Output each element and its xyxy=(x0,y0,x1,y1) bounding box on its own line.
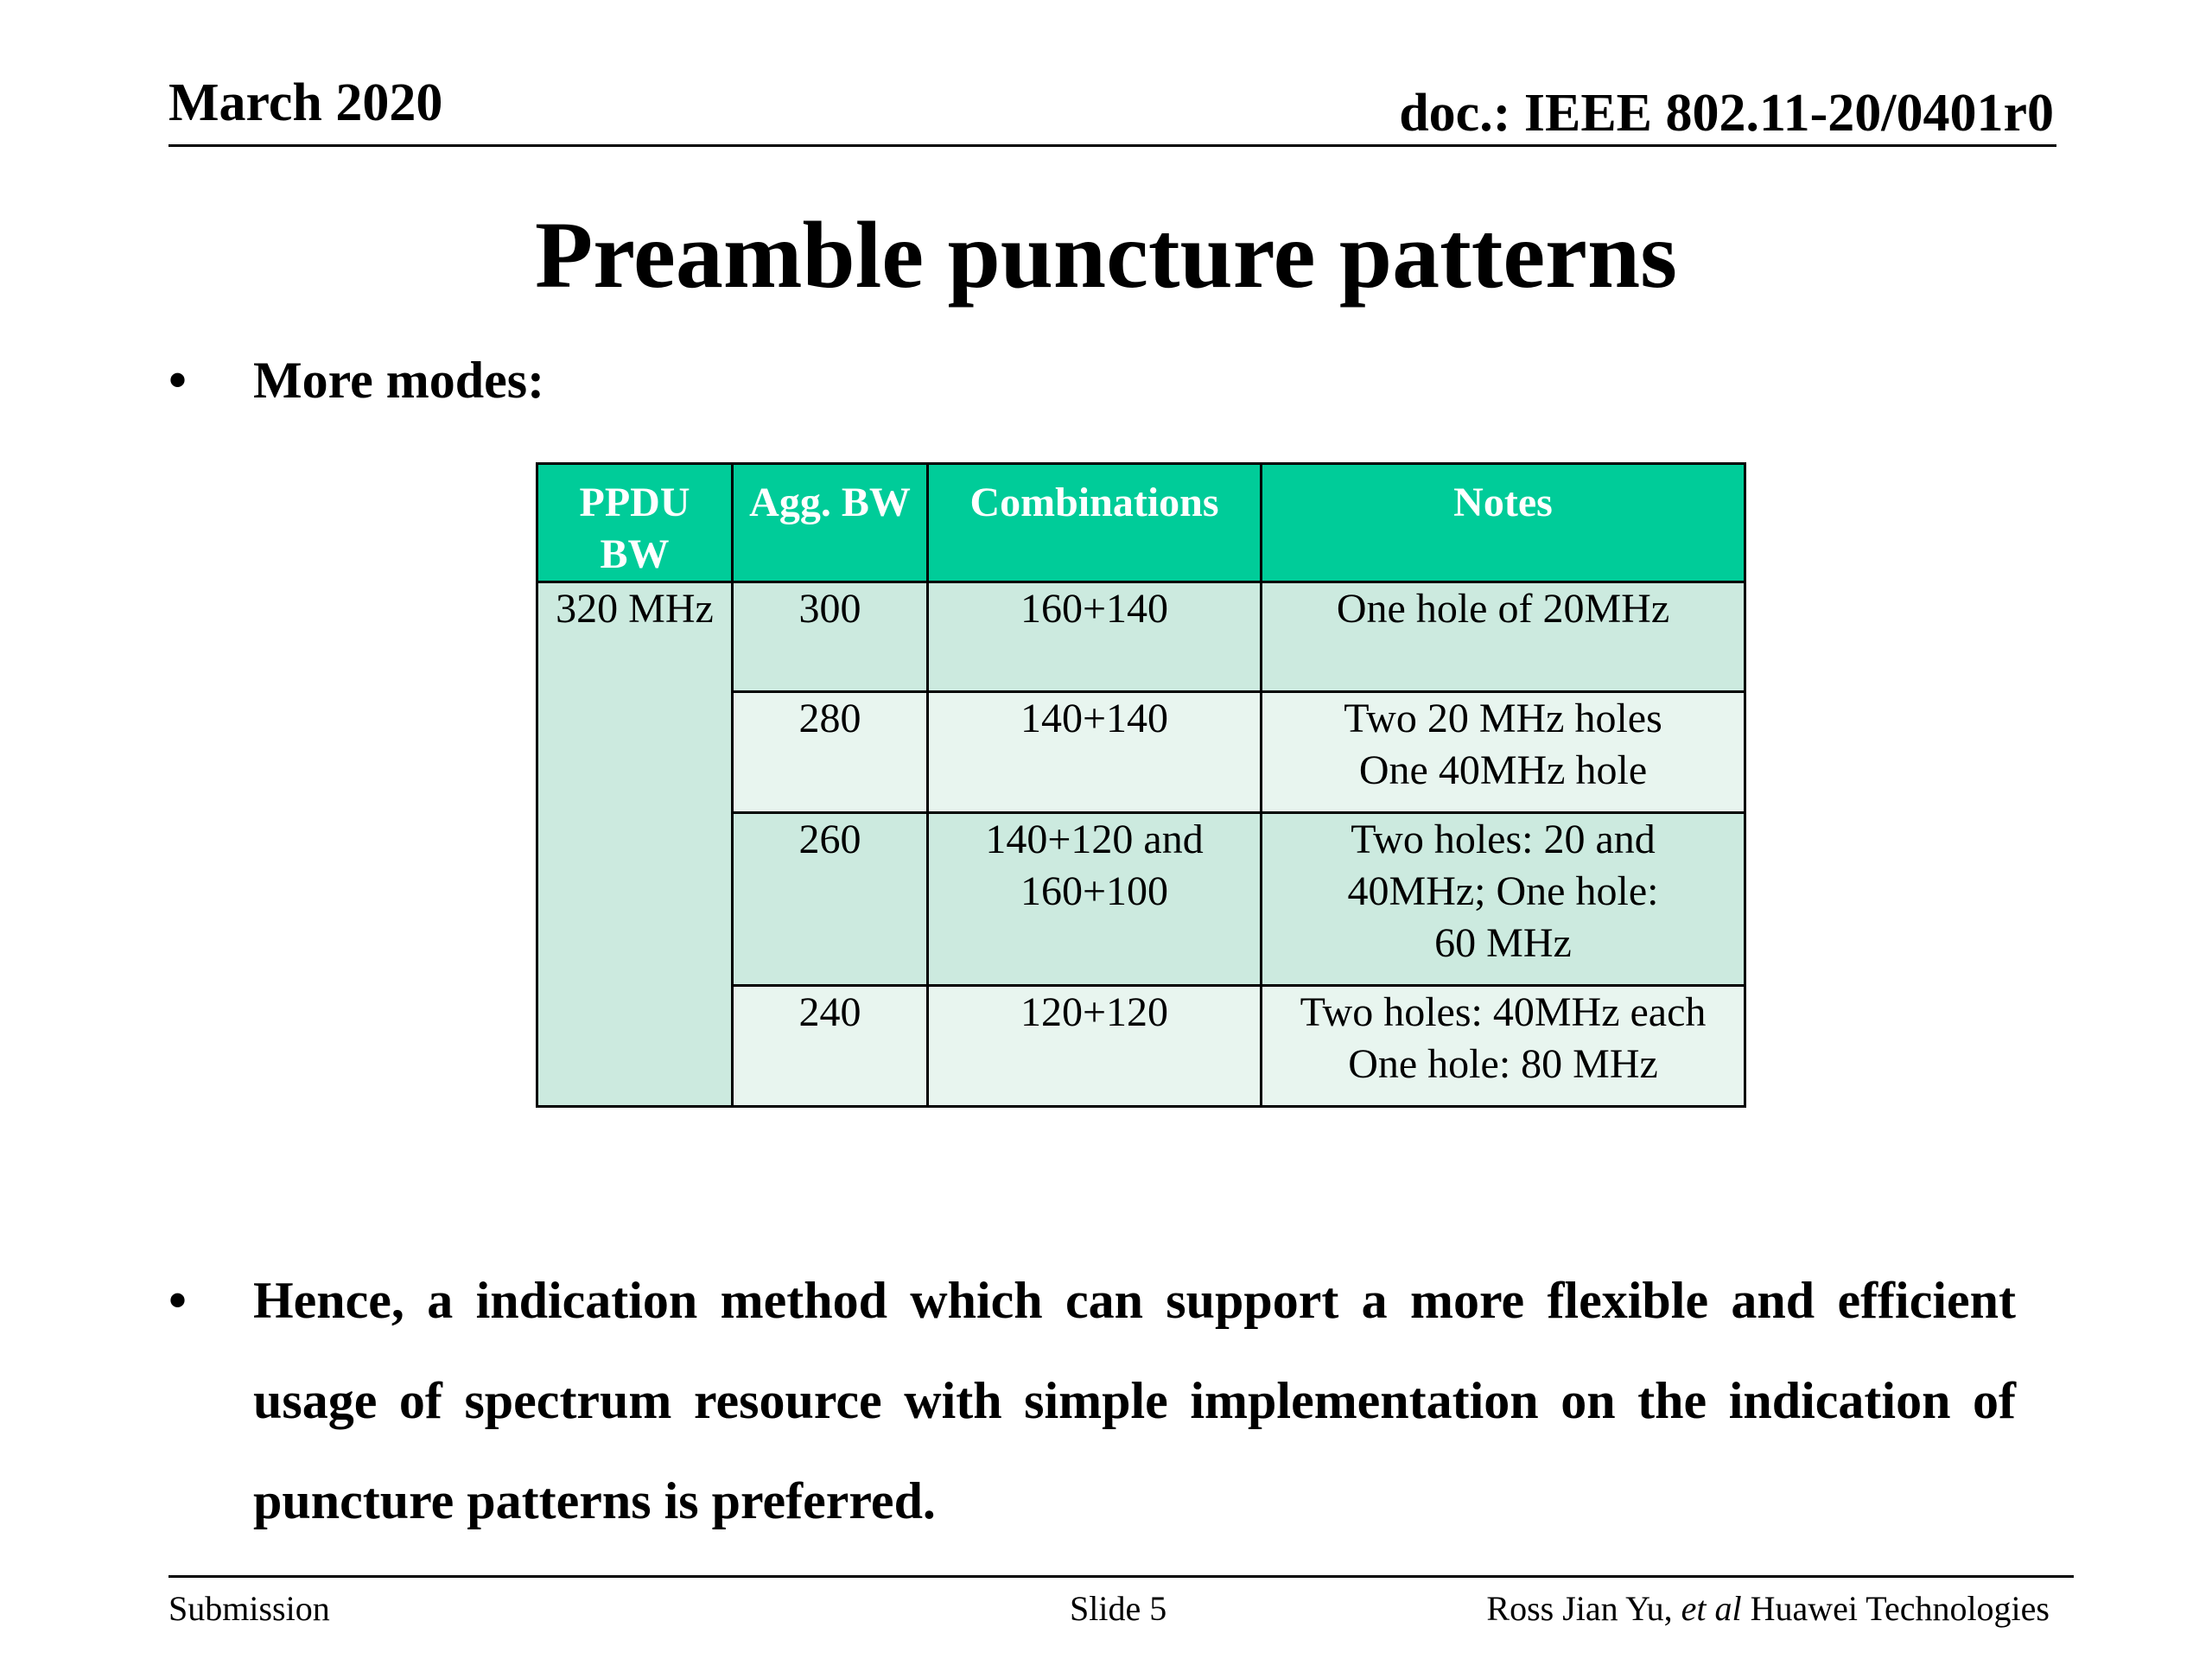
cell-agg-bw: 240 xyxy=(733,986,928,1107)
bullet-marker: • xyxy=(168,1272,188,1329)
cell-notes: Two holes: 20 and 40MHz; One hole: 60 MHz xyxy=(1262,813,1745,986)
table-header-row xyxy=(537,464,1745,582)
header-doc-id: doc.: IEEE 802.11-20/0401r0 xyxy=(1399,84,2054,143)
bullet-text: Hence, a indication method which can support a more flexible and efficient usage of spectrum resource with simple implementation on the indication of puncture patterns is preferred. xyxy=(253,1272,2016,1529)
slide-title: Preamble puncture patterns xyxy=(535,202,1677,308)
footer-organization: Huawei Technologies xyxy=(1741,1589,2050,1628)
cell-notes: One hole of 20MHz xyxy=(1262,582,1745,692)
col-header-agg-bw: Agg. BW xyxy=(733,464,928,582)
cell-agg-bw: 260 xyxy=(733,813,928,986)
cell-combinations: 140+140 xyxy=(928,692,1262,813)
cell-notes: Two holes: 40MHz each One hole: 80 MHz xyxy=(1262,986,1745,1107)
cell-combinations: 160+140 xyxy=(928,582,1262,692)
footer-author xyxy=(1486,1588,2050,1629)
cell-agg-bw: 300 xyxy=(733,582,928,692)
header-divider xyxy=(168,144,2056,147)
cell-notes: Two 20 MHz holes One 40MHz hole xyxy=(1262,692,1745,813)
footer-slide-number: Slide 5 xyxy=(1070,1589,1167,1628)
footer-submission: Submission xyxy=(168,1589,330,1628)
bullet-marker: • xyxy=(168,352,188,409)
cell-combinations: 140+120 and 160+100 xyxy=(928,813,1262,986)
footer-et-al: et al xyxy=(1681,1589,1742,1628)
cell-combinations: 120+120 xyxy=(928,986,1262,1107)
bullet-conclusion xyxy=(168,1250,2016,1551)
footer-divider xyxy=(168,1575,2074,1578)
cell-agg-bw: 280 xyxy=(733,692,928,813)
puncture-modes-table xyxy=(536,462,1746,1108)
bullet-text: More modes: xyxy=(253,352,545,409)
col-header-combinations: Combinations xyxy=(928,464,1262,582)
header-date: March 2020 xyxy=(168,73,443,132)
col-header-notes: Notes xyxy=(1262,464,1745,582)
cell-ppdu-bw: 320 MHz xyxy=(537,582,733,1107)
table-row xyxy=(537,582,1745,692)
footer-author-name: Ross Jian Yu, xyxy=(1486,1589,1681,1628)
col-header-ppdu-bw: PPDU BW xyxy=(537,464,733,582)
